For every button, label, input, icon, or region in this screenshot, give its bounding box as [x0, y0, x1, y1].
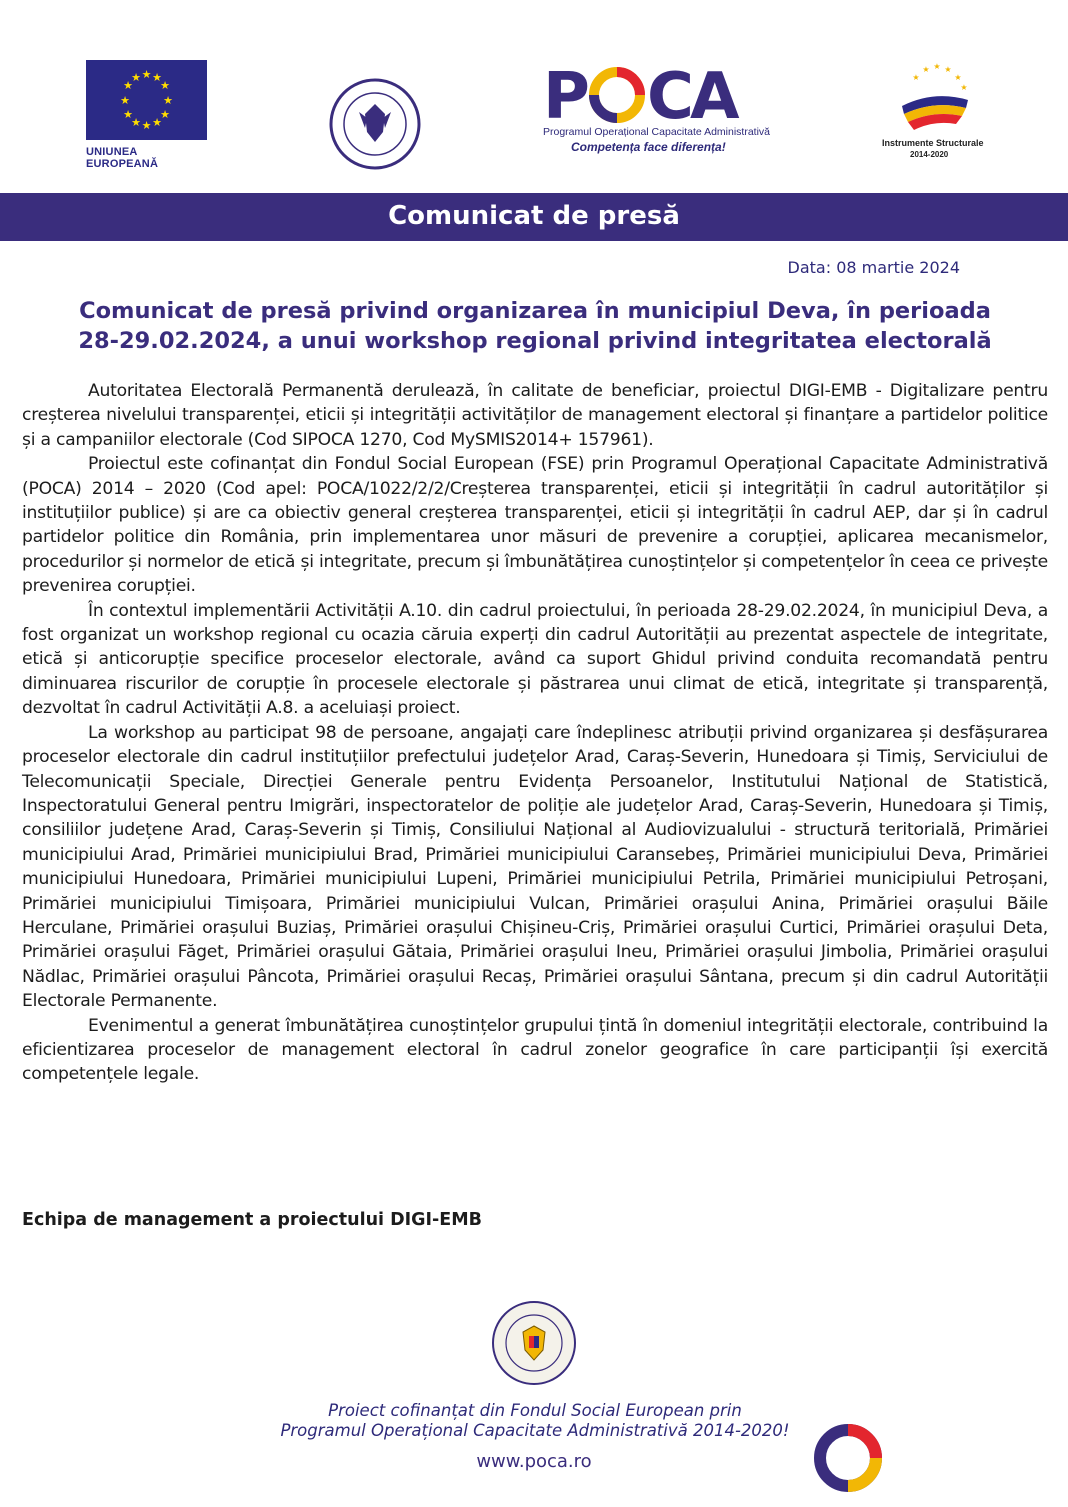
svg-text:★: ★: [163, 94, 173, 107]
svg-text:★: ★: [123, 79, 133, 92]
svg-text:★: ★: [954, 73, 962, 82]
logo-row: [0, 50, 1068, 170]
poca-program-label: Programul Operațional Capacitate Administrativă: [543, 126, 771, 138]
gov-romania-seal: [329, 78, 421, 170]
footer-line-1: Proiect cofinanțat din Fondul Social European prin: [328, 1401, 742, 1420]
poca-tagline: Competența face diferența!: [571, 140, 726, 154]
svg-text:★: ★: [912, 73, 920, 82]
svg-text:★: ★: [123, 108, 133, 121]
paragraph: Evenimentul a generat îmbunătățirea cunoștințelor grupului țintă în domeniul integrității electorale, contribuind la eficientizarea proceselor de management electoral în cadrul zonelor geografice în care participanții își exercită competențele legale.: [22, 1015, 1048, 1085]
page-title: [60, 296, 1010, 356]
eu-logo: [86, 60, 207, 170]
svg-text:★: ★: [141, 119, 152, 132]
paragraph: Proiectul este cofinanțat din Fondul Social European (FSE) prin Programul Operațional Capacitate Administrativă (POCA) 2014 – 2020 (Cod apel: POCA/1022/2/2/Creșterea transparenței, eticii și integrității în cadrul autorităților și instituțiilor publice) și are ca obiectiv general creșterea transparenței, eticii și integrității în cadrul AEP, dar și în cadrul partidelor politice din România, prin implementarea unor măsuri de prevenire a corupției, aplicarea mecanismelor, procedurilor și normelor de etică și integritate, precum și îmbunătățirea cunoștințelor și competențelor în ceea ce privește prevenirea corupției.: [22, 454, 1048, 597]
paragraph: Autoritatea Electorală Permanentă derulează, în calitate de beneficiar, proiectul DIGI-EMB - Digitalizare pentru creșterea nivelului transparenței, eticii și integrității activităților de management electoral și finanțare a partidelor politice și a campaniilor electorale (Cod SIPOCA 1270, Cod MySMIS2014+ 157961).: [22, 381, 1048, 450]
svg-text:★: ★: [131, 71, 141, 84]
title-line-2: 28-29.02.2024, a unui workshop regional privind integritatea electorală: [78, 328, 992, 354]
svg-text:★: ★: [160, 79, 170, 92]
eu-flag-icon: [86, 60, 207, 140]
paragraph: În contextul implementării Activității A.10. din cadrul proiectului, în perioada 28-29.02.2024, în municipiul Deva, a fost organizat un workshop regional cu ocazia căruia experți din cadrul Autorității au prezentat aspectele de integritate, etică și anticorupție specifice proceselor electorale, având ca suport Ghidul privind conduita recomandată pentru diminuarea riscurilor de corupție în procesele electorale și păstrarea unui climat de etică, integritate și transparență, dezvoltat în cadrul Activității A.8. a aceluiași proiect.: [22, 600, 1048, 719]
svg-text:★: ★: [120, 94, 130, 107]
svg-text:★: ★: [933, 62, 941, 71]
signature: Echipa de management a proiectului DIGI-EMB: [22, 1210, 483, 1230]
svg-text:★: ★: [922, 65, 930, 74]
instrumente-structurale-logo: [880, 60, 990, 170]
footer-line-2: Programul Operațional Capacitate Administrativă 2014-2020!: [280, 1421, 790, 1440]
svg-text:★: ★: [141, 68, 152, 81]
is-title: Instrumente Structurale: [882, 138, 984, 148]
website-link[interactable]: www.poca.ro: [476, 1451, 592, 1472]
svg-text:★: ★: [160, 108, 170, 121]
svg-text:★: ★: [152, 71, 162, 84]
article-body: [22, 379, 1048, 1087]
title-line-1: Comunicat de presă privind organizarea în municipiul Deva, în perioada: [79, 298, 991, 324]
press-release-banner: Comunicat de presă: [0, 193, 1068, 241]
svg-text:★: ★: [131, 116, 141, 129]
svg-text:★: ★: [960, 83, 968, 92]
svg-text:CA: CA: [647, 62, 736, 124]
svg-text:★: ★: [944, 65, 952, 74]
paragraph: La workshop au participat 98 de persoane, angajați care îndeplinesc atribuții privind organizarea și desfășurarea proceselor electorale din cadrul instituțiilor prefectului județelor Arad, Caraș-Severin, Hunedoara și Timiș, Serviciului de Telecomunicații Speciale, Direcției Generale pentru Evidența Persoanelor, Institutului Național de Statistică, Inspectoratului General pentru Imigrări, inspectoratelor de poliție ale județelor Arad, Caraș-Severin, Hunedoara și Timiș, consiliilor județene Arad, Caraș-Severin și Timiș, Consiliului Național al Audiovizualului - structură teritorială, Primăriei municipiului Arad, Primăriei municipiului Brad, Primăriei municipiului Caransebeș, Primăriei municipiului Deva, Primăriei municipiului Hunedoara, Primăriei municipiului Lupeni, Primăriei municipiului Petrila, Primăriei municipiului Petroșani, Primăriei municipiului Timișoara, Primăriei municipiului Vulcan, Primăriei orașului Anina, Primăriei orașului Băile Herculane, Primăriei orașului Buziaș, Primăriei orașului Chișineu-Criș, Primăriei orașului Curtici, Primăriei orașului Deta, Primăriei orașului Făget, Primăriei orașului Gătaia, Primăriei orașului Ineu, Primăriei orașului Jimbolia, Primăriei orașului Nădlac, Primăriei orașului Pâncota, Primăriei orașului Recaș, Primăriei orașului Sântana, precum și din cadrul Autorității Electorale Permanente.: [22, 722, 1048, 1012]
eu-label: UNIUNEA EUROPEANĂ: [86, 146, 159, 170]
svg-text:P: P: [543, 62, 586, 124]
release-date: Data: 08 martie 2024: [787, 258, 960, 277]
svg-text:★: ★: [152, 116, 162, 129]
is-years: 2014-2020: [910, 150, 949, 159]
footer-note: [200, 1401, 870, 1441]
poca-logo: [543, 62, 771, 172]
aep-seal-icon: [491, 1300, 577, 1386]
